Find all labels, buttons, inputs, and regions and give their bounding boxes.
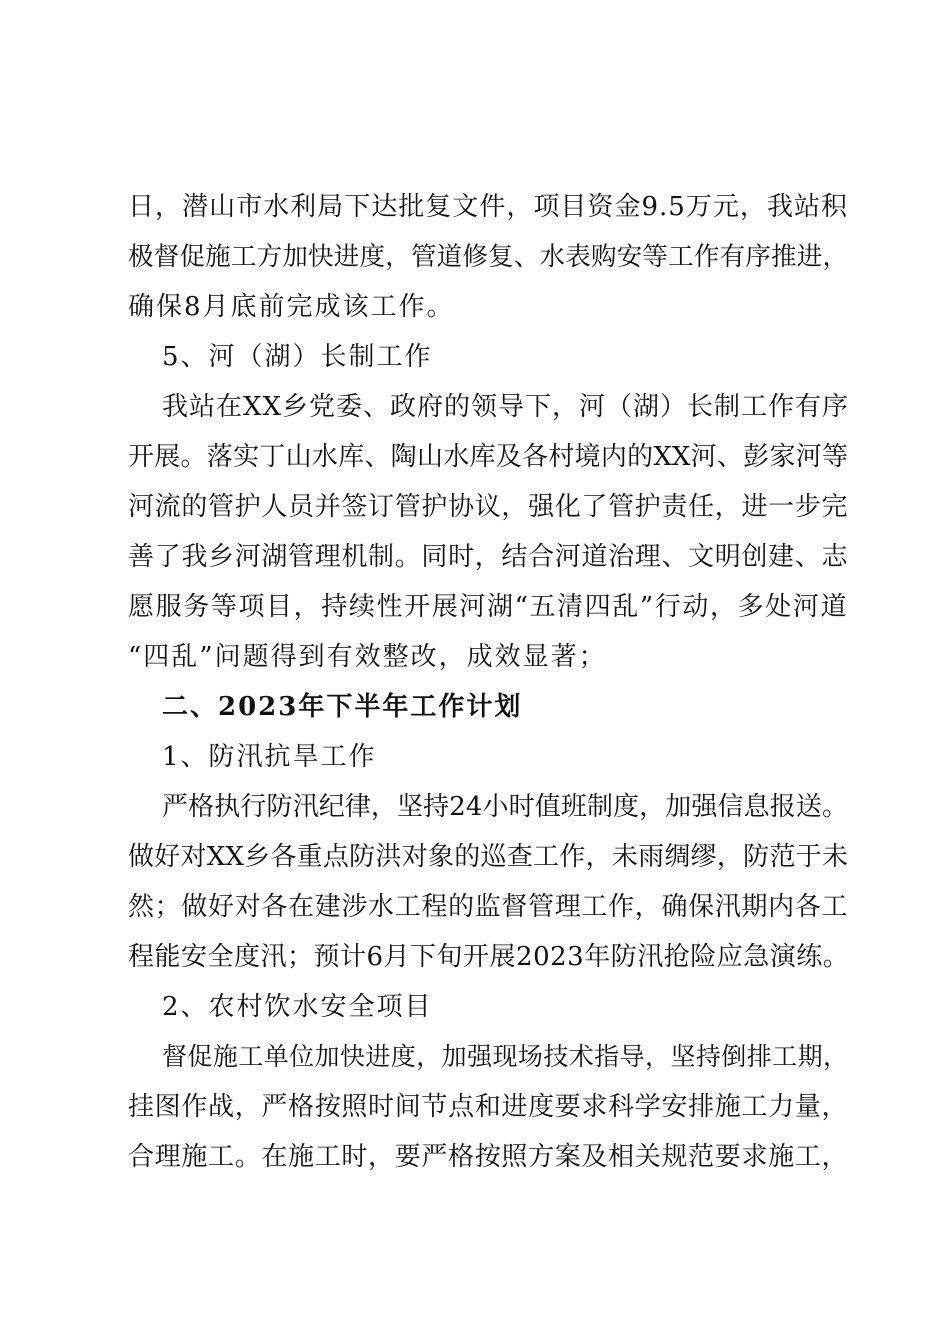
body-line: 善了我乡河湖管理机制。同时，结合河道治理、文明创建、志 [128, 542, 848, 572]
body-line: “四乱”问题得到有效整改，成效显著； [128, 642, 607, 672]
body-line: 挂图作战，严格按照时间节点和进度要求科学安排施工力量， [128, 1092, 848, 1122]
section-heading: 二、2023年下半年工作计划 [162, 692, 523, 722]
body-line: 日，潜山市水利局下达批复文件，项目资金9.5万元，我站积 [128, 192, 848, 222]
section-subheading: 5、河（湖）长制工作 [162, 342, 433, 372]
section-subheading: 1、防汛抗旱工作 [162, 742, 377, 772]
body-line: 程能安全度汛；预计6月下旬开展2023年防汛抢险应急演练。 [128, 942, 850, 972]
body-line: 督促施工单位加快进度，加强现场技术指导，坚持倒排工期， [162, 1042, 848, 1071]
body-line: 严格执行防汛纪律，坚持24小时值班制度，加强信息报送。 [162, 792, 848, 822]
body-line: 开展。落实丁山水库、陶山水库及各村境内的XX河、彭家河等 [128, 442, 848, 472]
body-line: 我站在XX乡党委、政府的领导下，河（湖）长制工作有序 [162, 392, 850, 422]
body-line: 合理施工。在施工时，要严格按照方案及相关规范要求施工， [128, 1142, 848, 1172]
body-line: 做好对XX乡各重点防洪对象的巡查工作，未雨绸缪，防范于未 [128, 842, 848, 872]
body-line: 确保8月底前完成该工作。 [128, 292, 455, 322]
body-line: 极督促施工方加快进度，管道修复、水表购安等工作有序推进， [128, 242, 848, 272]
body-line: 愿服务等项目，持续性开展河湖“五清四乱”行动，多处河道 [128, 592, 848, 622]
body-line: 然；做好对各在建涉水工程的监督管理工作，确保汛期内各工 [128, 892, 848, 922]
body-line: 河流的管护人员并签订管护协议，强化了管护责任，进一步完 [128, 492, 848, 522]
section-subheading: 2、农村饮水安全项目 [162, 992, 433, 1022]
